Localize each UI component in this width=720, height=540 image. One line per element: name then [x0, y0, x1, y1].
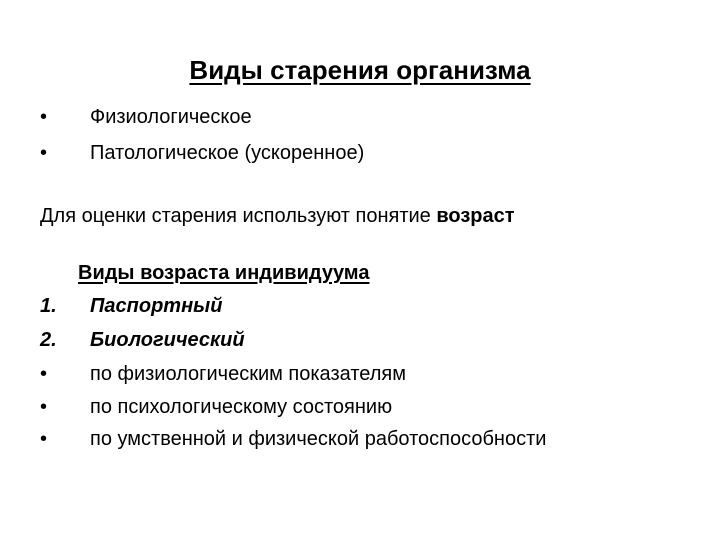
age-type-label: Биологический	[90, 329, 245, 351]
list-number: 2.	[40, 329, 57, 351]
criteria-label: по психологическому состоянию	[90, 396, 393, 418]
age-section-subtitle	[78, 262, 369, 285]
assessment-keyword: возраст	[436, 205, 515, 227]
aging-type-item	[40, 141, 364, 165]
assessment-sentence	[40, 204, 515, 228]
age-type-item	[40, 294, 222, 318]
aging-type-label: Физиологическое	[90, 106, 252, 128]
criteria-label: по физиологическим показателям	[90, 363, 406, 385]
aging-type-label: Патологическое (ускоренное)	[90, 142, 365, 164]
age-section-subtitle-text: Виды возраста индивидуума	[78, 262, 370, 284]
age-type-label: Паспортный	[90, 295, 223, 317]
assessment-text: Для оценки старения используют понятие	[40, 205, 437, 227]
criteria-item	[40, 395, 392, 419]
criteria-item	[40, 362, 406, 386]
bullet-icon: •	[40, 363, 48, 385]
aging-type-item	[40, 105, 252, 129]
bullet-icon: •	[40, 142, 48, 164]
criteria-label: по умственной и физической работоспособности	[90, 428, 547, 450]
slide-title-text: Виды старения организма	[189, 55, 531, 85]
age-type-item	[40, 328, 245, 352]
bullet-icon: •	[40, 396, 48, 418]
bullet-icon: •	[40, 106, 48, 128]
bullet-icon: •	[40, 428, 48, 450]
slide-title	[0, 55, 720, 86]
criteria-item	[40, 427, 546, 451]
list-number: 1.	[40, 295, 57, 317]
